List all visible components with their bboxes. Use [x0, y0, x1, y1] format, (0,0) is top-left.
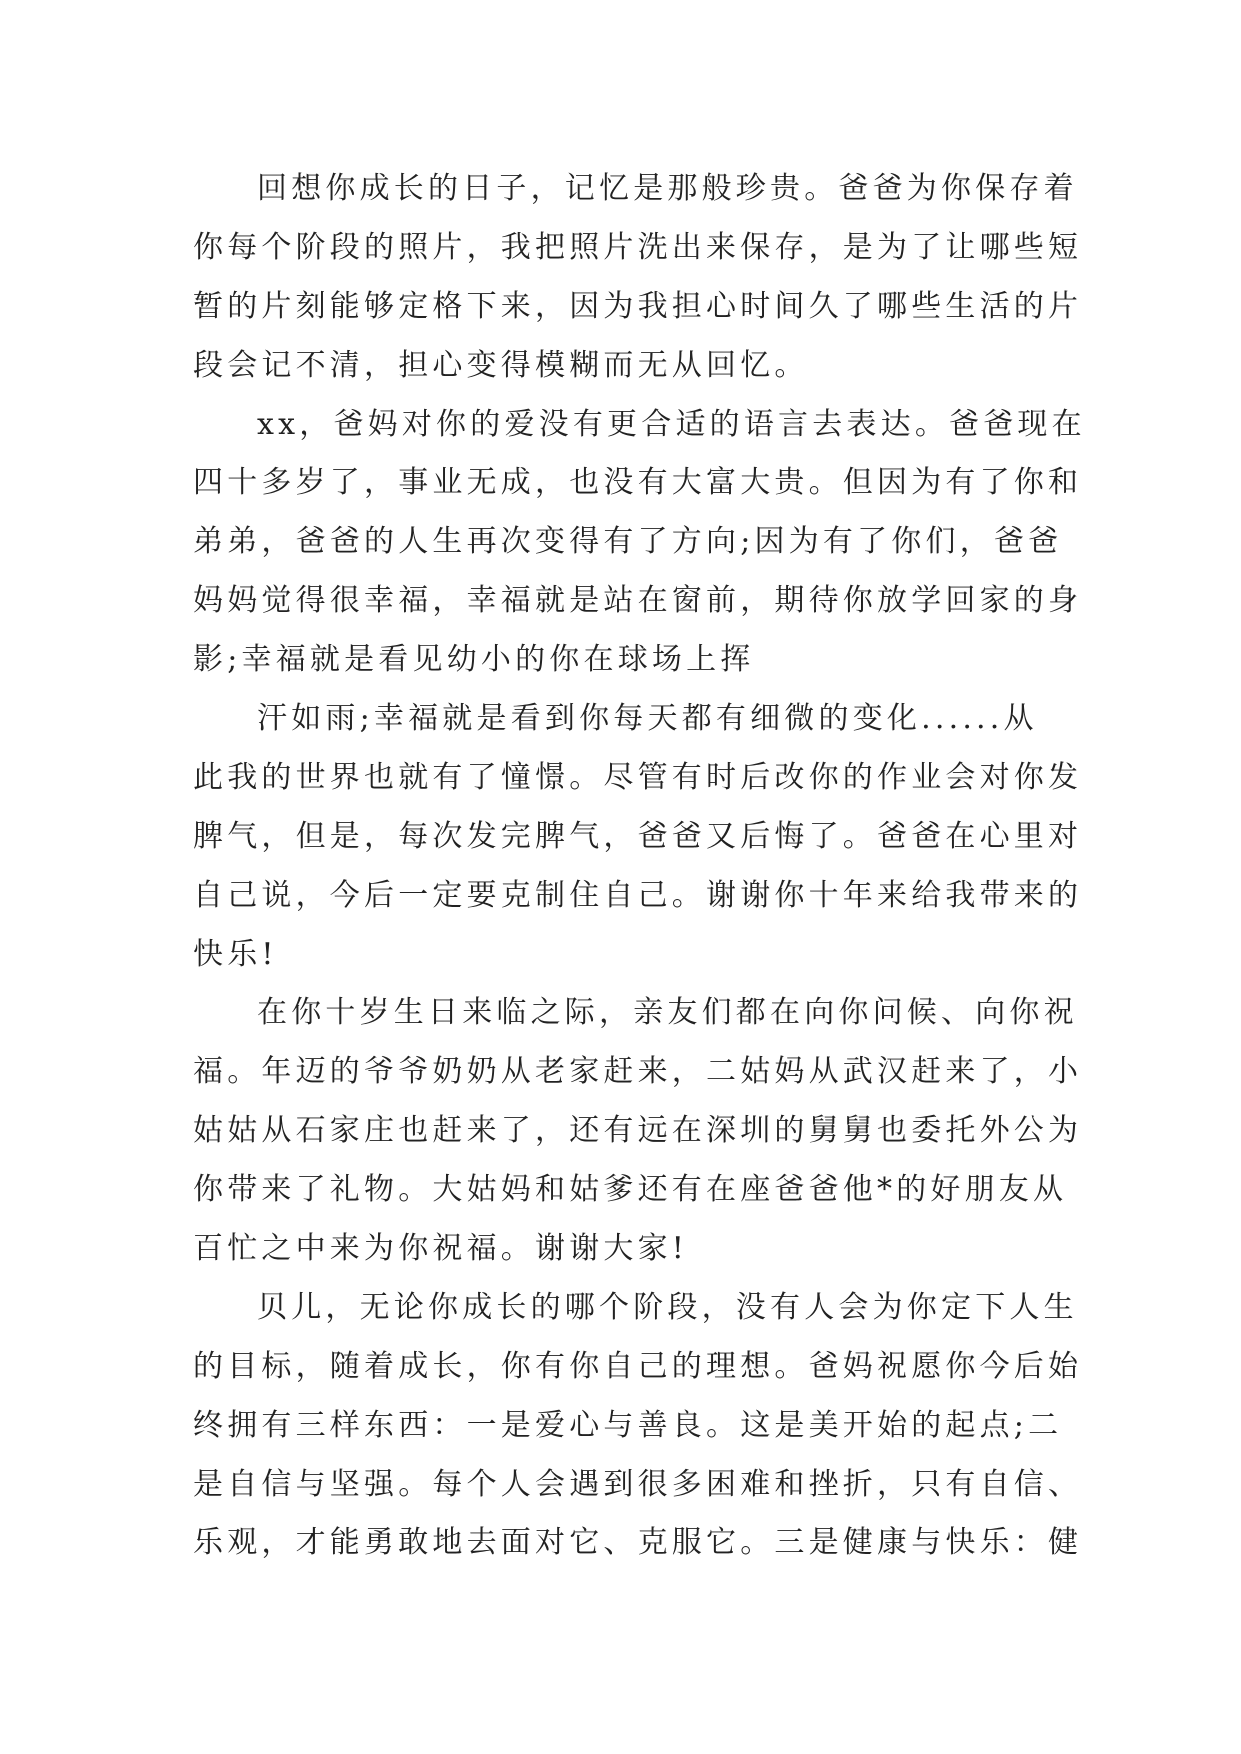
paragraph-2-line-3: 弟弟，爸爸的人生再次变得有了方向;因为有了你们，爸爸 — [193, 524, 1063, 560]
paragraph-4-line-1: 在你十岁生日来临之际，亲友们都在向你问候、向你祝 — [257, 995, 1078, 1031]
paragraph-1-line-3: 暂的片刻能够定格下来，因为我担心时间久了哪些生活的片 — [193, 288, 1083, 324]
paragraph-5-line-4: 是自信与坚强。每个人会遇到很多困难和挫折，只有自信、 — [193, 1466, 1083, 1502]
paragraph-4-line-3: 姑姑从石家庄也赶来了，还有远在深圳的舅舅也委托外公为 — [193, 1113, 1083, 1149]
paragraph-3-line-5: 快乐! — [193, 936, 278, 972]
paragraph-3-line-1: 汗如雨;幸福就是看到你每天都有细微的变化......从 — [257, 701, 1038, 737]
paragraph-1-line-1: 回想你成长的日子，记忆是那般珍贵。爸爸为你保存着 — [257, 171, 1078, 206]
paragraph-1-line-2: 你每个阶段的照片，我把照片洗出来保存，是为了让哪些短 — [193, 229, 1083, 265]
paragraph-4-line-4: 你带来了礼物。大姑妈和姑爹还有在座爸爸他*的好朋友从 — [193, 1172, 1068, 1208]
paragraph-4-line-5: 百忙之中来为你祝福。谢谢大家! — [193, 1231, 689, 1267]
paragraph-5-line-3: 终拥有三样东西：一是爱心与善良。这是美开始的起点;二 — [193, 1407, 1063, 1443]
paragraph-2-line-1: xx，爸妈对你的爱没有更合适的语言去表达。爸爸现在 — [257, 406, 1086, 442]
paragraph-2-line-5: 影;幸福就是看见幼小的你在球场上挥 — [193, 642, 755, 678]
paragraph-2-line-2: 四十多岁了，事业无成，也没有大富大贵。但因为有了你和 — [193, 465, 1083, 501]
paragraph-5-line-2: 的目标，随着成长，你有你自己的理想。爸妈祝愿你今后始 — [193, 1348, 1083, 1384]
paragraph-3-line-3: 脾气，但是，每次发完脾气，爸爸又后悔了。爸爸在心里对 — [193, 818, 1083, 854]
paragraph-5-line-1: 贝儿，无论你成长的哪个阶段，没有人会为你定下人生 — [257, 1289, 1078, 1325]
paragraph-3-line-2: 此我的世界也就有了憧憬。尽管有时后改你的作业会对你发 — [193, 759, 1083, 795]
paragraph-5-line-5: 乐观，才能勇敢地去面对它、克服它。三是健康与快乐：健 — [193, 1525, 1083, 1561]
paragraph-4-line-2: 福。年迈的爷爷奶奶从老家赶来，二姑妈从武汉赶来了，小 — [193, 1054, 1083, 1090]
document-body — [193, 160, 1086, 1573]
paragraph-3-line-4: 自己说，今后一定要克制住自己。谢谢你十年来给我带来的 — [193, 877, 1083, 913]
paragraph-1-line-4: 段会记不清，担心变得模糊而无从回忆。 — [193, 347, 809, 383]
paragraph-2-line-4: 妈妈觉得很幸福，幸福就是站在窗前，期待你放学回家的身 — [193, 583, 1083, 619]
